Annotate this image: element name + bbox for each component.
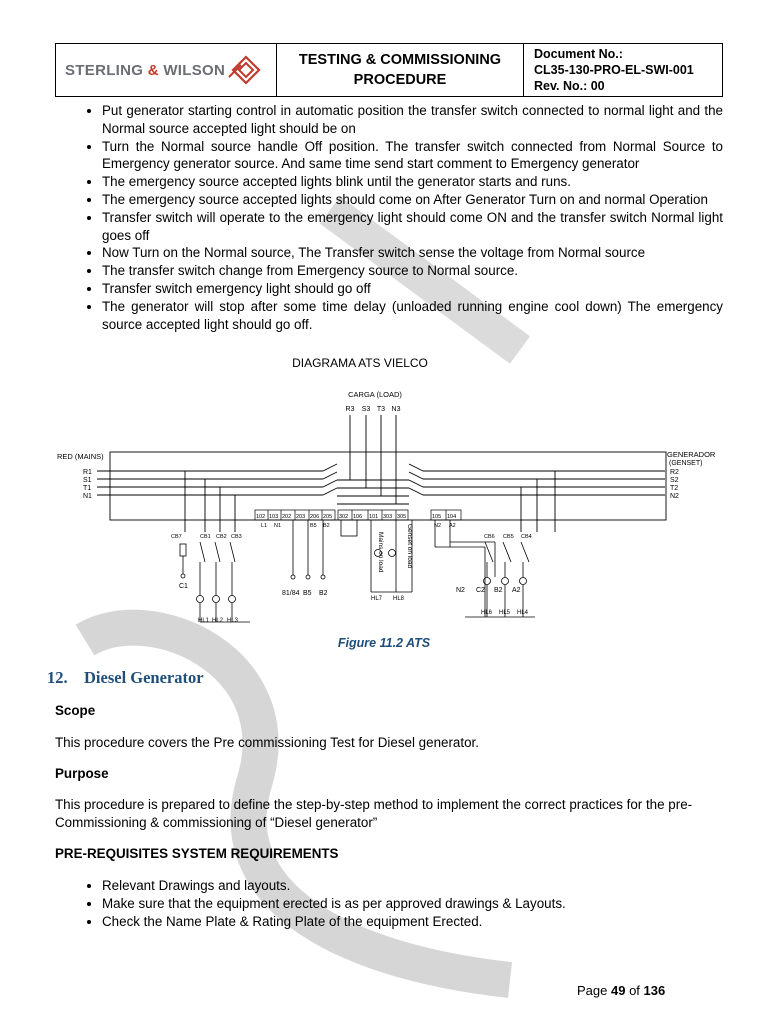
terminal-blocks bbox=[255, 510, 461, 529]
prerequisite-item: • Check the Name Plate & Rating Plate of the equipment Erected. bbox=[102, 913, 723, 931]
breaker-label: CB7 bbox=[171, 534, 182, 540]
prerequisite-item: • Relevant Drawings and layouts. bbox=[102, 877, 723, 895]
terminal-label: B2 bbox=[319, 590, 328, 597]
terminal-label: 203 bbox=[296, 514, 306, 520]
lamp-label: HL2 bbox=[212, 618, 224, 624]
page-prefix: Page bbox=[577, 983, 611, 998]
mains-on-load-label: Mains on load bbox=[377, 532, 384, 573]
load-terminal: T3 bbox=[376, 406, 386, 413]
terminal-label: 305 bbox=[397, 514, 407, 520]
genset-terminal: N2 bbox=[670, 493, 679, 500]
terminal-label: 303 bbox=[383, 514, 393, 520]
procedure-step: • The emergency source accepted lights blink until the generator starts and runs. bbox=[102, 173, 723, 191]
page-footer bbox=[577, 983, 665, 998]
figure-caption: Figure 11.2 ATS bbox=[337, 636, 431, 650]
terminal-label: 302 bbox=[339, 514, 349, 520]
rev-no: Rev. No.: 00 bbox=[534, 79, 605, 93]
document-header bbox=[55, 43, 723, 97]
terminal-label: C1 bbox=[179, 583, 188, 590]
lamp-label: HL4 bbox=[517, 610, 529, 616]
page-of: of bbox=[625, 983, 644, 998]
procedure-steps bbox=[55, 102, 723, 333]
circuit-breakers bbox=[171, 534, 532, 540]
terminal-label: A2 bbox=[512, 587, 521, 594]
breaker-label: CB2 bbox=[216, 534, 227, 540]
prerequisites-list bbox=[55, 877, 723, 931]
doc-no: CL35-130-PRO-EL-SWI-001 bbox=[534, 63, 694, 77]
section-number: 12. bbox=[47, 668, 68, 687]
section-heading bbox=[47, 668, 204, 688]
terminal-label: B2 bbox=[494, 587, 503, 594]
breaker-label: CB4 bbox=[521, 534, 532, 540]
terminal-label: N2 bbox=[456, 587, 465, 594]
lamp-label: HL6 bbox=[481, 610, 493, 616]
genset-sublabel: (GENSET) bbox=[669, 460, 703, 467]
load-label: CARGA (LOAD) bbox=[348, 390, 402, 399]
page-total: 136 bbox=[643, 983, 666, 998]
genset-terminal: R2 bbox=[670, 469, 679, 476]
terminal-sublabel: N2 bbox=[434, 523, 442, 529]
genset-terminal: T2 bbox=[670, 485, 679, 492]
load-terminal: R3 bbox=[345, 406, 355, 413]
terminal-sublabel: N1 bbox=[274, 523, 282, 529]
terminal-label: 105 bbox=[432, 514, 442, 520]
document-title bbox=[277, 44, 524, 96]
load-terminal: S3 bbox=[361, 406, 371, 413]
terminal-label: 103 bbox=[269, 514, 279, 520]
terminal-label: 81/84 bbox=[282, 590, 300, 597]
terminal-label: 202 bbox=[282, 514, 292, 520]
breaker-label: CB1 bbox=[200, 534, 211, 540]
document-info bbox=[524, 44, 722, 96]
purpose-heading: Purpose bbox=[55, 766, 109, 781]
procedure-step: • The transfer switch change from Emergency source to Normal source. bbox=[102, 262, 723, 280]
breaker-label: CB5 bbox=[503, 534, 514, 540]
doc-no-label: Document No.: bbox=[534, 47, 623, 61]
purpose-text: This procedure is prepared to define the step-by-step method to implement the correct practices for the pre-Commissioning & commissioning of “Diesel generator” bbox=[55, 797, 693, 830]
company-logo bbox=[56, 44, 277, 96]
bottom-terminal-labels bbox=[179, 583, 521, 597]
terminal-sublabel: A2 bbox=[449, 523, 456, 529]
genset-on-load-label: Genset on load bbox=[406, 524, 413, 569]
ats-wiring-diagram bbox=[55, 352, 723, 632]
terminal-sublabel: B2 bbox=[323, 523, 330, 529]
lamp-label: HL7 bbox=[371, 596, 383, 602]
terminal-label: 106 bbox=[353, 514, 363, 520]
terminal-label: 205 bbox=[323, 514, 333, 520]
title-line-1: TESTING & COMMISSIONING bbox=[298, 52, 502, 68]
genset-terminal: S2 bbox=[670, 477, 679, 484]
logo-text: STERLING & WILSON bbox=[65, 61, 226, 79]
scope-heading: Scope bbox=[55, 703, 96, 718]
lamp-label: HL5 bbox=[499, 610, 511, 616]
prerequisite-item: • Make sure that the equipment erected is as per approved drawings & Layouts. bbox=[102, 895, 723, 913]
lamp-label: HL3 bbox=[227, 618, 239, 624]
section-title: Diesel Generator bbox=[84, 668, 204, 687]
prerequisites-section bbox=[55, 877, 723, 931]
prerequisites-heading: PRE-REQUISITES SYSTEM REQUIREMENTS bbox=[55, 846, 339, 861]
title-line-2: PROCEDURE bbox=[353, 72, 447, 88]
terminal-label: 101 bbox=[369, 514, 379, 520]
terminal-label: C2 bbox=[476, 587, 485, 594]
procedure-step: • Turn the Normal source handle Off position. The transfer switch connected from Normal Source to Emergency generator source. And same time send start comment to Emergency generator bbox=[102, 138, 723, 174]
procedure-step: • Put generator starting control in automatic position the transfer switch connected to normal light and the Normal source accepted light should be on bbox=[102, 102, 723, 138]
procedure-step: • The emergency source accepted lights should come on After Generator Turn on and normal Operation bbox=[102, 191, 723, 209]
logo-emblem-icon bbox=[227, 51, 265, 89]
terminal-label: 104 bbox=[447, 514, 457, 520]
procedure-step: • Now Turn on the Normal source, The Transfer switch sense the voltage from Normal source bbox=[102, 244, 723, 262]
breaker-label: CB3 bbox=[231, 534, 242, 540]
genset-label: GENERADOR bbox=[667, 450, 716, 459]
terminal-sublabel: L1 bbox=[261, 523, 268, 529]
scope-text: This procedure covers the Pre commissioning Test for Diesel generator. bbox=[55, 735, 479, 750]
mains-terminal: N1 bbox=[83, 493, 92, 500]
load-wires bbox=[350, 415, 396, 504]
diagram-title: DIAGRAMA ATS VIELCO bbox=[292, 356, 428, 370]
lamp-label: HL8 bbox=[393, 596, 405, 602]
lamp-label: HL1 bbox=[198, 618, 210, 624]
page-number: 49 bbox=[610, 983, 626, 998]
mains-terminal: T1 bbox=[83, 485, 92, 492]
procedure-step: • The generator will stop after some time delay (unloaded running engine cool down) The emergency source accepted light should go off. bbox=[102, 298, 723, 334]
procedure-step-list bbox=[55, 102, 723, 333]
procedure-step: • Transfer switch will operate to the emergency light should come ON and the transfer switch Normal light goes off bbox=[102, 209, 723, 245]
load-terminal: N3 bbox=[391, 406, 401, 413]
mains-label: RED (MAINS) bbox=[57, 452, 104, 461]
breaker-label: CB6 bbox=[484, 534, 495, 540]
lamp-labels bbox=[198, 596, 529, 624]
terminal-label: B5 bbox=[303, 590, 312, 597]
terminal-sublabel: B5 bbox=[310, 523, 317, 529]
terminal-label: 206 bbox=[310, 514, 320, 520]
mains-terminal: S1 bbox=[83, 477, 92, 484]
mains-terminal: R1 bbox=[83, 469, 92, 476]
procedure-step: • Transfer switch emergency light should go off bbox=[102, 280, 723, 298]
terminal-label: 102 bbox=[256, 514, 266, 520]
